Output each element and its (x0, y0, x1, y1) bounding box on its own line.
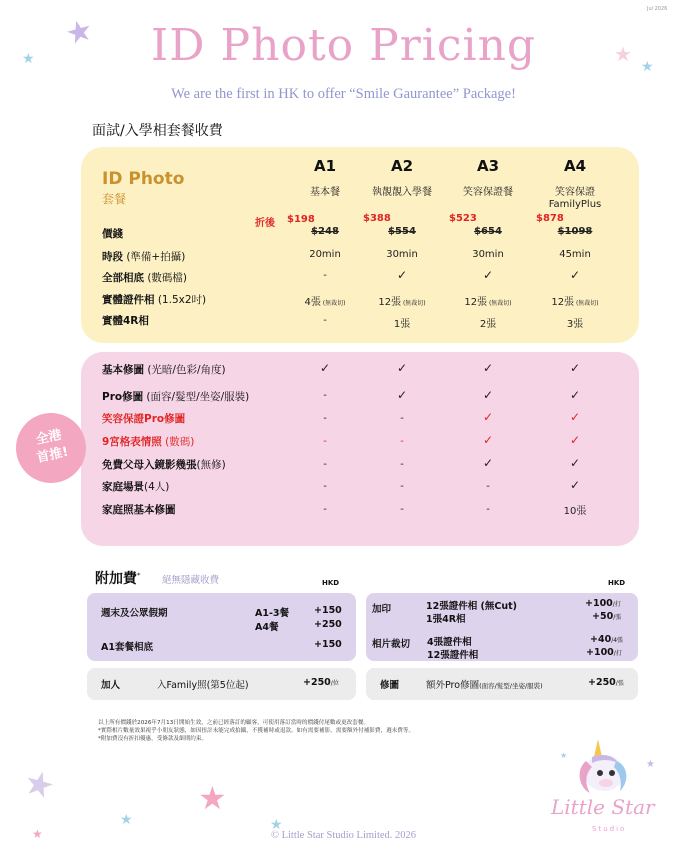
price-new-a2: $388 (363, 213, 391, 224)
cell-id-photos-a4: 12張 (無裁切) (551, 297, 599, 308)
row-label-pro-retouch: Pro修圖 (面容/髮型/坐姿/服裝) (102, 391, 250, 403)
footnote-line: 以上所有價錢於2026年7月13日開始生效，之前已經落訂的顧客，可使用落訂當時的價錢付尾數或更改套餐。 (98, 720, 370, 726)
product-sub: 套餐 (102, 192, 127, 206)
logo-title: Little Star (551, 795, 655, 819)
checkmark-icon: ✓ (569, 410, 581, 424)
cell-4r-a3: 2張 (479, 319, 497, 330)
checkmark-icon: ✓ (569, 388, 581, 402)
checkmark-icon: ✓ (482, 456, 494, 470)
retouch-desc: 額外Pro修圖(面容/髮型/坐姿/服裝) (426, 680, 543, 691)
cell-family-retouch-a4: 10張 (563, 506, 587, 517)
cell-negatives-a1: - (323, 270, 327, 281)
cut-label: 相片裁切 (372, 639, 411, 650)
cut-item2: 12張證件相 (427, 650, 479, 661)
plan-name-a4: 笑容保證 (555, 187, 595, 198)
cut-item1-price: +40/4張 (590, 634, 624, 645)
cell-pro-retouch-a1: - (323, 390, 327, 401)
a1-3-price: +150 (314, 605, 342, 616)
cell-id-photos-a1: 4張 (無裁切) (304, 297, 346, 308)
row-label-price: 價錢 (102, 228, 123, 240)
checkmark-icon: ✓ (482, 361, 494, 375)
checkmark-icon: ✓ (482, 268, 494, 282)
add-person-price: +250/位 (303, 677, 339, 688)
row-label-4r-photos: 實體4R相 (102, 315, 149, 327)
date-tag: Jul 2026 (647, 6, 668, 12)
star-decoration-icon: ★ (560, 751, 568, 760)
row-label-parents: 免費父母入鏡影幾張(無修) (102, 459, 226, 471)
cut-item2-price: +100/打 (586, 647, 622, 658)
weekend-label: 週末及公眾假期 (101, 608, 168, 619)
currency-label-left: HKD (322, 579, 340, 587)
plan-name-a2: 執靚靚入學餐 (372, 187, 432, 198)
checkmark-icon: ✓ (396, 361, 408, 375)
cell-4r-a4: 3張 (566, 319, 584, 330)
add-person-label: 加人 (101, 680, 121, 691)
currency-label-right: HKD (608, 579, 626, 587)
checkmark-icon: ✓ (569, 478, 581, 492)
plan-code-a4: A4 (563, 157, 587, 175)
print-label: 加印 (372, 604, 392, 615)
copyright: © Little Star Studio Limited. 2026 (270, 830, 417, 841)
price-old-a2: $554 (388, 226, 416, 237)
a4-price: +250 (314, 619, 342, 630)
product-name: ID Photo (102, 169, 185, 189)
hk-first-badge: 全港 首推! (9, 406, 92, 489)
checkmark-icon: ✓ (396, 268, 408, 282)
cell-4r-a1: - (323, 315, 327, 326)
star-decoration-icon: ★ (22, 51, 35, 67)
checkmark-icon: ✓ (569, 433, 581, 447)
checkmark-icon: ✓ (319, 361, 331, 375)
star-decoration-icon: ★ (61, 12, 97, 53)
cell-9grid-a2: - (400, 436, 404, 447)
plan-name-a3: 笑容保證餐 (463, 187, 513, 198)
checkmark-icon: ✓ (569, 361, 581, 375)
cell-family-retouch-a3: - (486, 504, 490, 515)
section-heading: 面試/入學相套餐收費 (92, 123, 223, 139)
plan-name2-a4: FamilyPlus (548, 199, 602, 210)
plan-code-a1: A1 (313, 157, 337, 175)
cell-smile-a2: - (400, 413, 404, 424)
row-label-smile-pro-retouch: 笑容保證Pro修圖 (102, 413, 186, 425)
cell-id-photos-a2: 12張 (無裁切) (378, 297, 426, 308)
row-label-family-retouch: 家庭照基本修圖 (102, 504, 176, 516)
cell-smile-a1: - (323, 413, 327, 424)
checkmark-icon: ✓ (569, 268, 581, 282)
a4-label: A4餐 (255, 622, 279, 633)
cell-parents-a2: - (400, 459, 404, 470)
row-label-all-negatives: 全部相底 (數碼檔) (102, 272, 188, 284)
page-subtitle: We are the first in HK to offer “Smile Gaurantee” Package! (171, 86, 516, 102)
cell-duration-a1: 20min (309, 249, 341, 260)
price-old-a1: $248 (311, 226, 339, 237)
add-person-desc: 入Family照(第5位起) (157, 680, 249, 691)
unicorn-logo-icon (568, 735, 643, 797)
star-decoration-icon: ★ (32, 827, 43, 841)
retouch-label: 修圖 (380, 680, 400, 691)
checkmark-icon: ✓ (396, 388, 408, 402)
checkmark-icon: ✓ (482, 410, 494, 424)
retouch-price: +250/張 (588, 677, 624, 688)
star-decoration-icon: ★ (646, 759, 655, 770)
cell-id-photos-a3: 12張 (無裁切) (464, 297, 512, 308)
a1-base-price: +150 (314, 639, 342, 650)
checkmark-icon: ✓ (569, 456, 581, 470)
a1-base-label: A1套餐相底 (101, 642, 153, 653)
footnotes (98, 719, 414, 743)
discount-label: 折後 (255, 218, 275, 229)
cell-4r-a2: 1張 (393, 319, 411, 330)
plan-name-a1: 基本餐 (310, 187, 340, 198)
row-label-basic-retouch: 基本修圖 (光暗/色彩/角度) (102, 364, 226, 376)
plan-code-a2: A2 (390, 157, 414, 175)
cell-parents-a1: - (323, 459, 327, 470)
cell-family-retouch-a2: - (400, 504, 404, 515)
print-item2: 1張4R相 (426, 614, 466, 625)
cell-family-a2: - (400, 481, 404, 492)
checkmark-icon: ✓ (482, 433, 494, 447)
row-label-9-grid: 9宮格表情照 (數碼) (102, 436, 195, 448)
cell-family-a1: - (323, 481, 327, 492)
row-label-duration: 時段 (準備+拍攝) (102, 251, 186, 263)
cell-family-retouch-a1: - (323, 504, 327, 515)
checkmark-icon: ✓ (482, 388, 494, 402)
price-old-a4: $1098 (557, 226, 593, 237)
addon-subtitle: 絕無隱藏收費 (162, 575, 220, 586)
footnote-line: *附加費沒有折扣優惠，受條款及細則約束。 (98, 736, 208, 742)
print-item1: 12張證件相 (無Cut) (426, 601, 517, 612)
price-new-a1: $198 (287, 214, 315, 225)
star-decoration-icon: ★ (270, 817, 283, 833)
addon-title: 附加費* (95, 571, 141, 587)
cell-duration-a4: 45min (559, 249, 591, 260)
plan-code-a3: A3 (476, 157, 500, 175)
cell-family-a3: - (486, 481, 490, 492)
price-new-a4: $878 (536, 213, 564, 224)
cell-duration-a3: 30min (472, 249, 504, 260)
cell-duration-a2: 30min (386, 249, 418, 260)
price-new-a3: $523 (449, 213, 477, 224)
page-title: ID Photo Pricing (150, 20, 537, 71)
row-label-family-scene: 家庭場景(4人) (102, 481, 170, 493)
print-item2-price: +50/張 (592, 611, 622, 622)
star-decoration-icon: ★ (19, 761, 60, 809)
a1-3-label: A1-3餐 (255, 608, 290, 619)
star-decoration-icon: ★ (614, 42, 632, 66)
row-label-id-photos: 實體證件相 (1.5x2吋) (102, 294, 207, 306)
star-decoration-icon: ★ (198, 779, 227, 817)
cut-item1: 4張證件相 (427, 637, 472, 648)
print-item1-price: +100/打 (585, 598, 621, 609)
price-old-a3: $654 (474, 226, 502, 237)
footnote-line: *實際相片數量效果視乎小朋友狀態，如因扭計未能完成拍攝，不獲補時或退款。如有需要補影，需要額外付補影費，週末費等。 (98, 728, 415, 734)
cell-9grid-a1: - (323, 436, 327, 447)
star-decoration-icon: ★ (120, 812, 133, 828)
logo-sub: Studio (592, 825, 627, 833)
star-decoration-icon: ★ (641, 59, 654, 75)
